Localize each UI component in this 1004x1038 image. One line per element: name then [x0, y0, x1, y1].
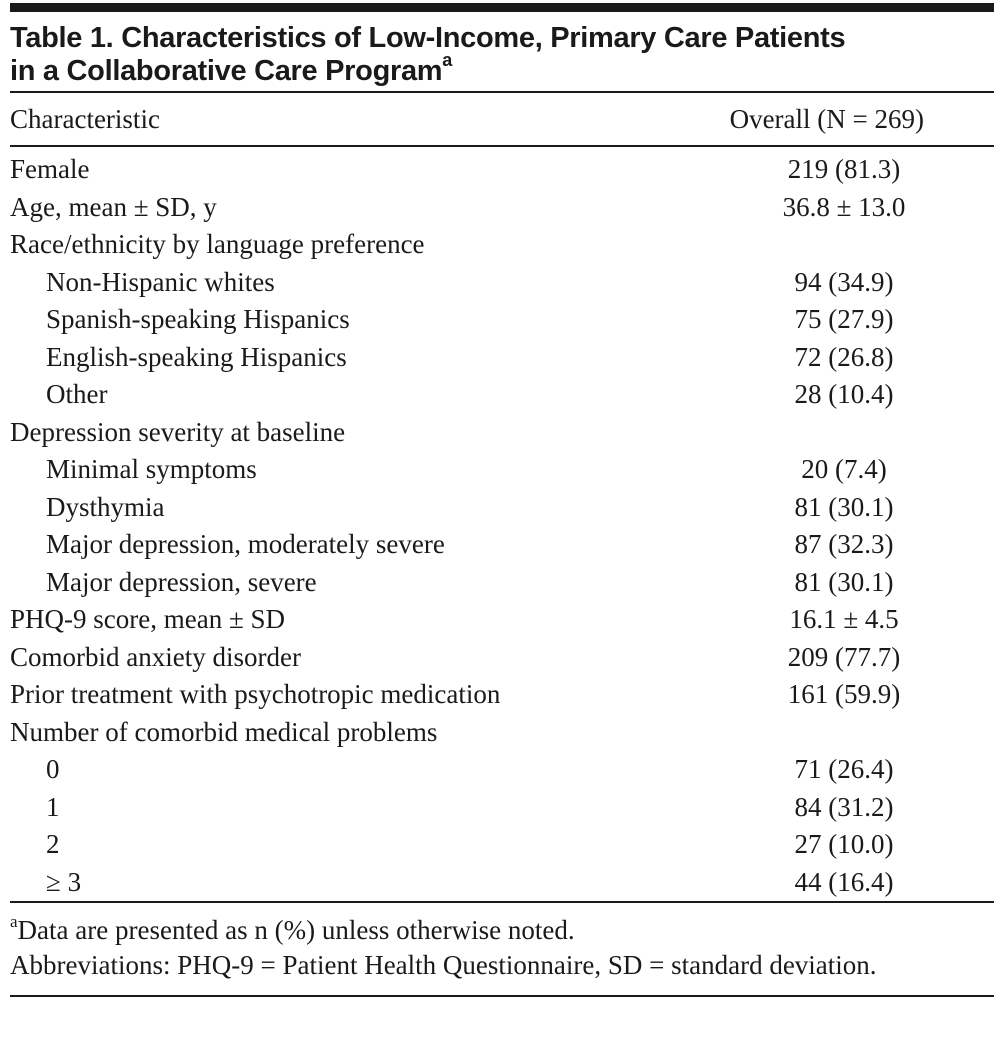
table-row	[10, 751, 994, 789]
table-row	[10, 339, 994, 377]
column-header-characteristic: Characteristic	[10, 93, 534, 146]
row-value: 16.1 ± 4.5	[789, 604, 899, 635]
table-row	[10, 526, 994, 564]
footnote-a	[10, 913, 994, 948]
top-rule	[10, 3, 994, 12]
abbreviations-note: Abbreviations: PHQ-9 = Patient Health Questionnaire, SD = standard deviation.	[10, 950, 877, 980]
table-row	[10, 714, 994, 752]
row-label: 0	[46, 754, 60, 785]
table-row	[10, 564, 994, 602]
table-body	[10, 146, 994, 901]
column-header-overall: Overall (N = 269)	[534, 93, 994, 146]
table-container	[10, 0, 994, 997]
row-label: Other	[46, 379, 108, 410]
row-label: ≥ 3	[46, 866, 82, 897]
table-row	[10, 789, 994, 827]
row-label: Female	[10, 154, 90, 185]
row-value: 20 (7.4)	[801, 454, 887, 485]
row-label: Dysthymia	[46, 491, 165, 522]
row-label: Minimal symptoms	[46, 454, 257, 485]
table-title-line2: in a Collaborative Care Program	[10, 55, 443, 87]
row-value: 81 (30.1)	[794, 491, 894, 522]
row-value: 81 (30.1)	[794, 566, 894, 597]
table-row	[10, 189, 994, 227]
table-header-row	[10, 93, 994, 146]
table-row	[10, 414, 994, 452]
row-value: 84 (31.2)	[794, 791, 894, 822]
row-value: 161 (59.9)	[787, 679, 901, 710]
table-row	[10, 301, 994, 339]
table-bottom-rule	[10, 901, 994, 903]
row-label: Comorbid anxiety disorder	[10, 641, 301, 672]
row-value	[534, 414, 994, 452]
row-label: Prior treatment with psychotropic medication	[10, 679, 501, 710]
row-value: 219 (81.3)	[787, 154, 901, 185]
row-label: Non-Hispanic whites	[46, 266, 275, 297]
row-label: Major depression, moderately severe	[46, 529, 445, 560]
row-value: 72 (26.8)	[794, 341, 894, 372]
table-row	[10, 451, 994, 489]
table-title-line1: Table 1. Characteristics of Low-Income, Primary Care Patients	[10, 22, 846, 54]
row-value: 87 (32.3)	[794, 529, 894, 560]
row-value	[534, 226, 994, 264]
table-row	[10, 146, 994, 189]
row-label: 1	[46, 791, 60, 822]
table-row	[10, 226, 994, 264]
row-value: 36.8 ± 13.0	[782, 191, 906, 222]
row-value: 44 (16.4)	[794, 866, 894, 897]
table-row	[10, 601, 994, 639]
footnote-text: Data are presented as n (%) unless otherwise noted.	[17, 915, 575, 945]
row-value: 209 (77.7)	[787, 641, 901, 672]
table-row	[10, 676, 994, 714]
row-value: 28 (10.4)	[794, 379, 894, 410]
characteristics-table	[10, 93, 994, 901]
notes-bottom-rule	[10, 995, 994, 997]
table-row	[10, 639, 994, 677]
row-value: 27 (10.0)	[794, 829, 894, 860]
table-row	[10, 826, 994, 864]
row-label: Race/ethnicity by language preference	[10, 229, 425, 260]
row-label: Number of comorbid medical problems	[10, 716, 438, 747]
footnote-marker: a	[10, 912, 18, 931]
row-value: 71 (26.4)	[794, 754, 894, 785]
row-label: Major depression, severe	[46, 566, 317, 597]
table-notes	[10, 913, 994, 983]
row-label: Age, mean ± SD, y	[10, 191, 217, 222]
row-label: Spanish-speaking Hispanics	[46, 304, 350, 335]
row-label: 2	[46, 829, 60, 860]
table-row	[10, 264, 994, 302]
table-row	[10, 864, 994, 902]
title-footnote-marker: a	[442, 50, 453, 71]
row-value: 94 (34.9)	[794, 266, 894, 297]
table-title	[10, 22, 994, 88]
row-label: English-speaking Hispanics	[46, 341, 347, 372]
row-label: PHQ-9 score, mean ± SD	[10, 604, 286, 635]
row-value: 75 (27.9)	[794, 304, 894, 335]
table-row	[10, 489, 994, 527]
row-value	[534, 714, 994, 752]
row-label: Depression severity at baseline	[10, 416, 346, 447]
table-row	[10, 376, 994, 414]
